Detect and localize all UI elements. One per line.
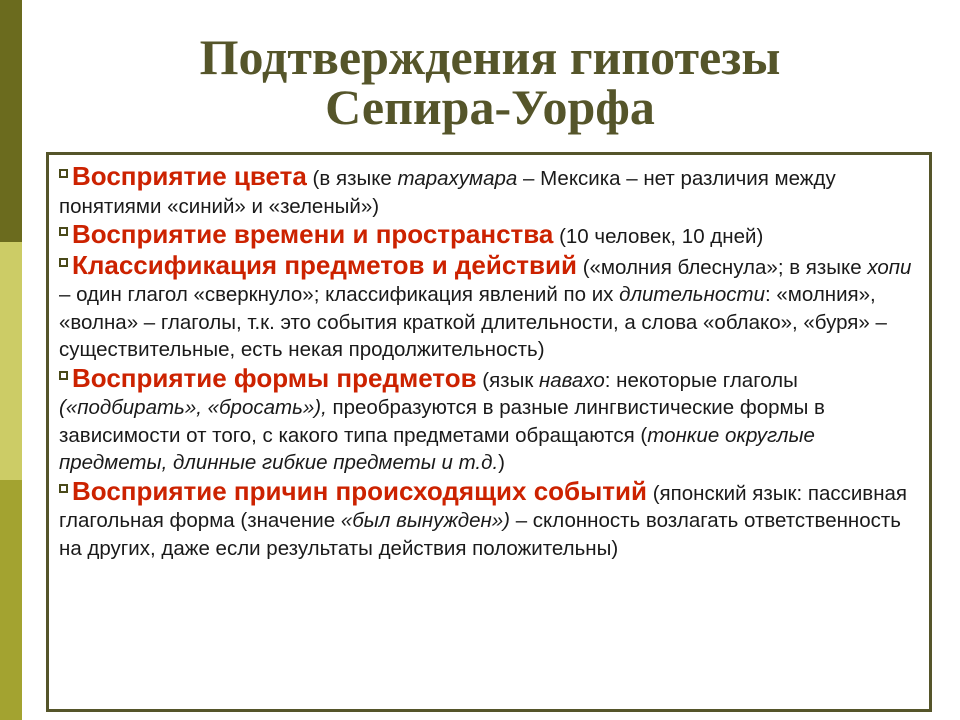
square-bullet-icon [59,227,68,236]
bullet-text: преобразуются в разные лингвистические формы в зависимости от того, с какого типа предметами обращаются ( [59,396,825,447]
bullet-italic: тарахумара [397,167,518,190]
side-bar-mid [0,480,22,720]
bullet-italic: тонкие округлые предметы, длинные гибкие предметы и т.д. [59,423,815,474]
bullet-text: – один глагол «сверкнуло»; классификация явлений по их [59,283,620,306]
bullet-text: (язык [476,368,539,392]
bullet-item-shape [59,362,921,477]
bullet-italic: длительности [619,283,765,306]
side-bar-dark [0,0,22,242]
bullet-italic: навахо [538,368,605,392]
bullet-italic: «был вынужден») [340,509,511,532]
bullet-text: (в языке [306,167,398,190]
bullet-heading: Классификация предметов и действий [72,249,577,280]
bullet-heading: Восприятие цвета [72,161,307,191]
bullet-text: (японский язык: пассивная глагольная форма (значение [59,481,908,532]
square-bullet-icon [59,484,68,493]
square-bullet-icon [59,258,68,267]
bullet-item-classification [59,249,921,364]
bullet-italic: («подбирать», «бросать»), [59,396,327,419]
title-line-2: Сепира-Уорфа [325,79,655,135]
bullet-heading: Восприятие формы предметов [72,362,477,393]
slide-title [40,29,940,135]
bullet-text: : некоторые глаголы [604,368,798,392]
bullet-item-color [59,163,921,220]
bullet-list [59,163,921,563]
square-bullet-icon [59,371,68,380]
square-bullet-icon [59,169,68,178]
bullet-text: : «молния», «волна» – глаголы, т.к. это события краткой длительности, а слова «облако», «буря» – существительные, есть некая продолжительность) [59,283,887,361]
side-bar-light [0,242,22,480]
bullet-heading: Восприятие причин происходящих событий [72,475,647,506]
content-box [46,152,932,712]
bullet-text: – склонность возлагать ответственность на других, даже если результаты действия положительны) [59,509,901,560]
bullet-text: («молния блеснула»; в языке [577,255,868,279]
title-line-1: Подтверждения гипотезы [199,29,781,85]
bullet-text: (10 человек, 10 дней) [553,225,764,248]
bullet-text: ) [498,451,505,474]
bullet-item-time-space [59,221,921,251]
bullet-italic: хопи [867,255,912,279]
bullet-heading: Восприятие времени и пространства [72,219,554,249]
bullet-item-causes [59,475,921,563]
bullet-text: – Мексика – нет различия между понятиями «синий» и «зеленый») [59,167,836,218]
